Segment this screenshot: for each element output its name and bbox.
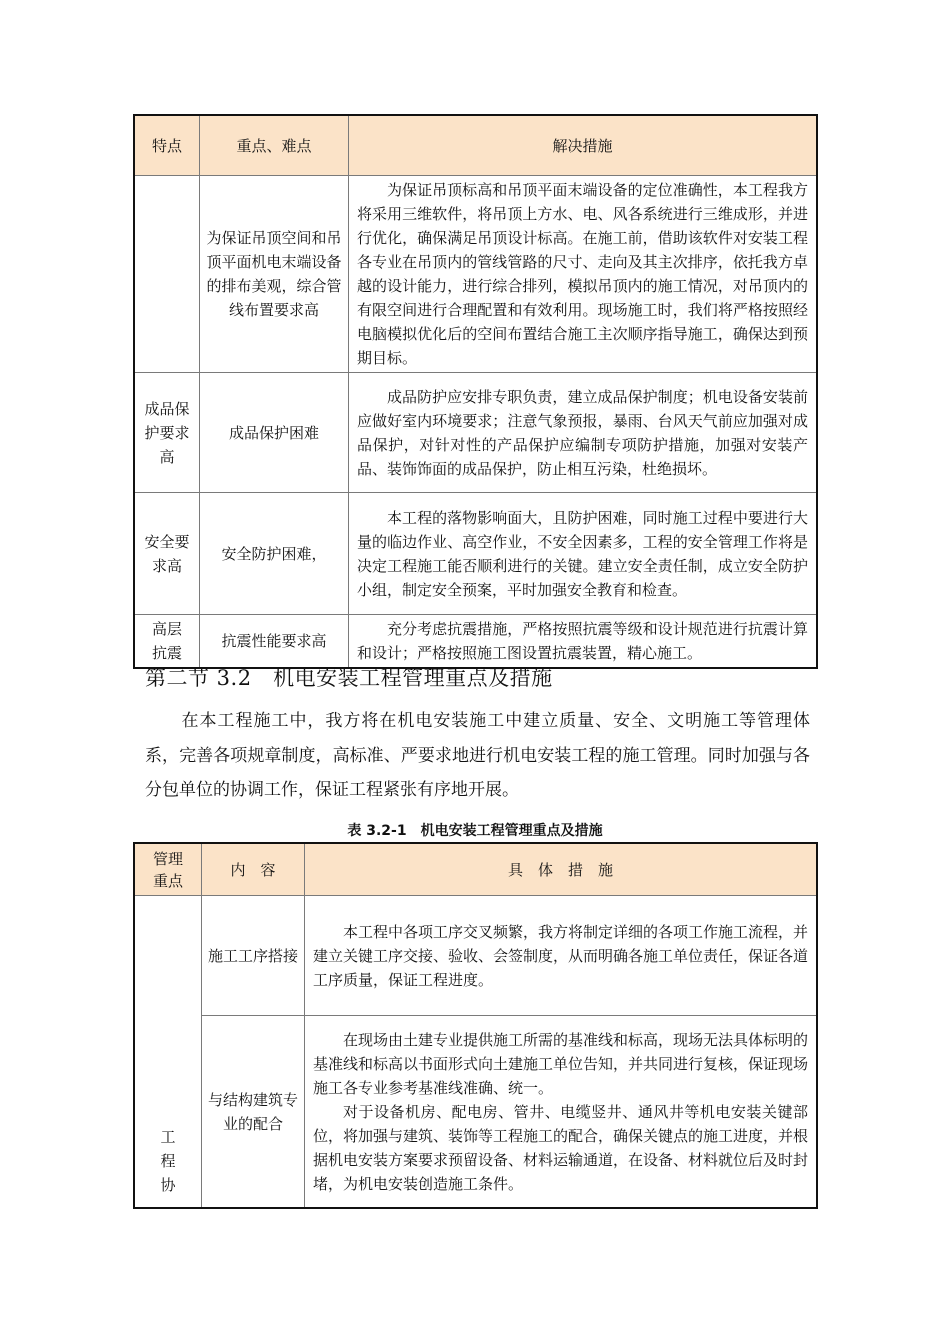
table-caption: 表 3.2-1 机电安装工程管理重点及措施 [347,823,603,839]
difficulty-cell: 成品保护困难 [200,373,349,493]
body-paragraph [145,704,810,808]
difficulty-cell: 为保证吊顶空间和吊顶平面机电末端设备的排布美观，综合管线布置要求高 [200,176,349,373]
content-cell: 与结构建筑专业的配合 [202,1016,305,1208]
table-header-row [135,116,817,176]
measures-cell [305,1016,817,1208]
solution-cell [349,176,817,373]
header-feature: 特点 [135,116,200,176]
solution-cell [349,493,817,615]
measures-cell [305,896,817,1016]
header-solution: 解决措施 [349,116,817,176]
solution-text: 为保证吊顶标高和吊顶平面末端设备的定位准确性，本工程我方将采用三维软件，将吊顶上方水、电、风各系统进行三维成形，并进行优化，确保满足吊顶设计标高。在施工前，借助该软件对安装工程各专业在吊顶内的管线管路的尺寸、走向及其主次排序，依托我方卓越的设计能力，进行综合排列，模拟吊顶内的施工情况，对吊顶内的有限空间进行合理配置和有效利用。现场施工时，我们将严格按照经电脑模拟优化后的空间布置结合施工主次顺序指导施工，确保达到预期目标。 [357,181,808,367]
solution-cell [349,373,817,493]
header-difficulty: 重点、难点 [200,116,349,176]
table-row [135,373,817,493]
feature-cell [135,176,200,373]
table-row [135,493,817,615]
measure-text: 在现场由土建专业提供施工所需的基准线和标高，现场无法具体标明的基准线和标高以书面形式向土建施工单位告知，并共同进行复核，保证现场施工各专业参考基准线准确、统一。 [313,1030,809,1097]
header-measures: 具 体 措 施 [305,844,817,896]
difficulty-cell: 抗震性能要求高 [200,615,349,668]
solution-text: 成品防护应安排专职负责，建立成品保护制度；机电设备安装前应做好室内环境要求；注意气象预报，暴雨、台风天气前应加强对成品保护，对针对性的产品保护应编制专项防护措施，加强对安装产品、装饰饰面的成品保护，防止相互污染，杜绝损坏。 [357,387,808,478]
features-table [134,115,817,668]
table-header-row [135,844,817,896]
body-paragraph-text: 在本工程施工中，我方将在机电安装施工中建立质量、安全、文明施工等管理体系，完善各项规章制度，高标准、严要求地进行机电安装工程的施工管理。同时加强与各分包单位的协调工作，保证工程紧张有序地开展。 [145,711,810,800]
table-row [135,896,817,1016]
feature-cell: 安全要求高 [135,493,200,615]
table-row [135,1016,817,1208]
solution-cell [349,615,817,668]
difficulty-cell: 安全防护困难， [200,493,349,615]
feature-cell: 成品保护要求高 [135,373,200,493]
header-management-focus: 管理重点 [135,844,202,896]
table-row [135,615,817,668]
table-row [135,176,817,373]
solution-text: 充分考虑抗震措施，严格按照抗震等级和设计规范进行抗震计算和设计；严格按照施工图设置抗震装置，精心施工。 [357,620,808,662]
section-heading: 第二节 3.2 机电安装工程管理重点及措施 [145,666,553,690]
content-cell: 施工工序搭接 [202,896,305,1016]
measure-text: 对于设备机房、配电房、管井、电缆竖井、通风井等机电安装关键部位，将加强与建筑、装饰等工程施工的配合，确保关键点的施工进度，并根据机电安装方案要求预留设备、材料运输通道，在设备、材料就位后及时封堵，为机电安装创造施工条件。 [313,1102,809,1193]
measure-text: 本工程中各项工序交叉频繁，我方将制定详细的各项工作施工流程，并建立关键工序交接、验收、会签制度，从而明确各施工单位责任，保证各道工序质量，保证工程进度。 [313,922,809,989]
solution-text: 本工程的落物影响面大，且防护困难，同时施工过程中要进行大量的临边作业、高空作业，不安全因素多，工程的安全管理工作将是决定工程施工能否顺利进行的关键。建立安全责任制，成立安全防护小组，制定安全预案，平时加强安全教育和检查。 [357,508,808,599]
feature-cell: 高层抗震 [135,615,200,668]
management-table [134,843,817,1208]
group-label-cell: 工程协 [135,896,202,1208]
header-content: 内 容 [202,844,305,896]
